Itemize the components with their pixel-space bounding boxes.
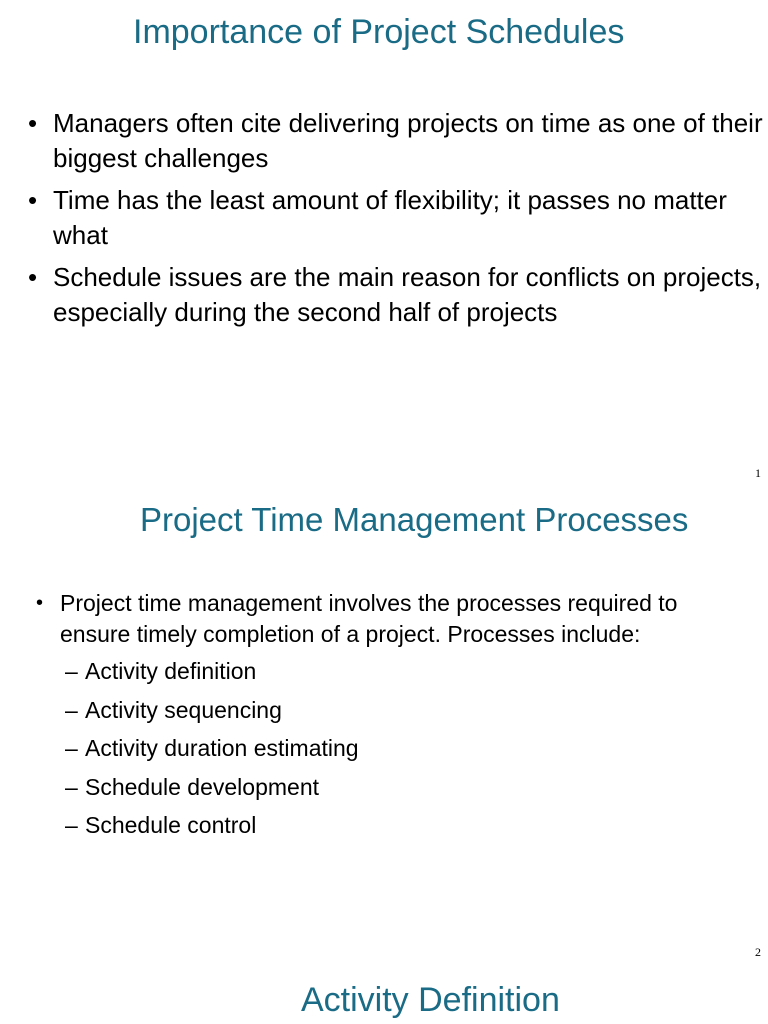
page-number: 2 <box>755 945 761 959</box>
process-item-text: Activity sequencing <box>85 696 282 723</box>
process-item-text: Activity definition <box>85 658 257 684</box>
dash-marker: – <box>65 812 78 838</box>
process-item-text: Schedule control <box>85 812 257 838</box>
slide-1-bullet <box>28 260 768 330</box>
bullet-marker: • <box>28 108 38 138</box>
slide-1-bullet-text: Managers often cite delivering projects on time as one of their biggest challenges <box>53 108 763 173</box>
slide-2-bullet <box>36 588 736 841</box>
dash-marker: – <box>65 773 78 800</box>
slide-3-title: Activity Definition <box>301 981 560 1019</box>
dash-marker: – <box>65 658 78 684</box>
process-item <box>60 772 736 803</box>
slide-1-bullet <box>28 106 768 176</box>
dash-marker: – <box>65 696 78 723</box>
slide-1-bullet-list <box>28 106 768 337</box>
slide-2-title: Project Time Management Processes <box>140 501 689 538</box>
bullet-marker: • <box>28 262 38 292</box>
slide-2-intro-text: Project time management involves the processes required to ensure timely completion of a project. Processes include: <box>60 590 678 647</box>
slide-1-bullet-text: Schedule issues are the main reason for conflicts on projects, especially during the second half of projects <box>53 262 762 327</box>
bullet-marker: • <box>36 592 44 614</box>
slide-2-bullet-list <box>36 588 736 849</box>
process-item <box>60 733 736 764</box>
dash-marker: – <box>65 735 78 761</box>
process-item <box>60 656 736 687</box>
process-item <box>60 695 736 726</box>
process-item <box>60 810 736 841</box>
page-number: 1 <box>755 466 761 480</box>
bullet-marker: • <box>28 185 38 215</box>
process-item-text: Schedule development <box>85 773 319 800</box>
slide-1-title: Importance of Project Schedules <box>133 13 625 51</box>
slide-1-bullet-text: Time has the least amount of flexibility; it passes no matter what <box>53 185 727 250</box>
process-item-text: Activity duration estimating <box>85 735 359 761</box>
process-list <box>60 656 736 841</box>
slide-1-bullet <box>28 183 768 253</box>
